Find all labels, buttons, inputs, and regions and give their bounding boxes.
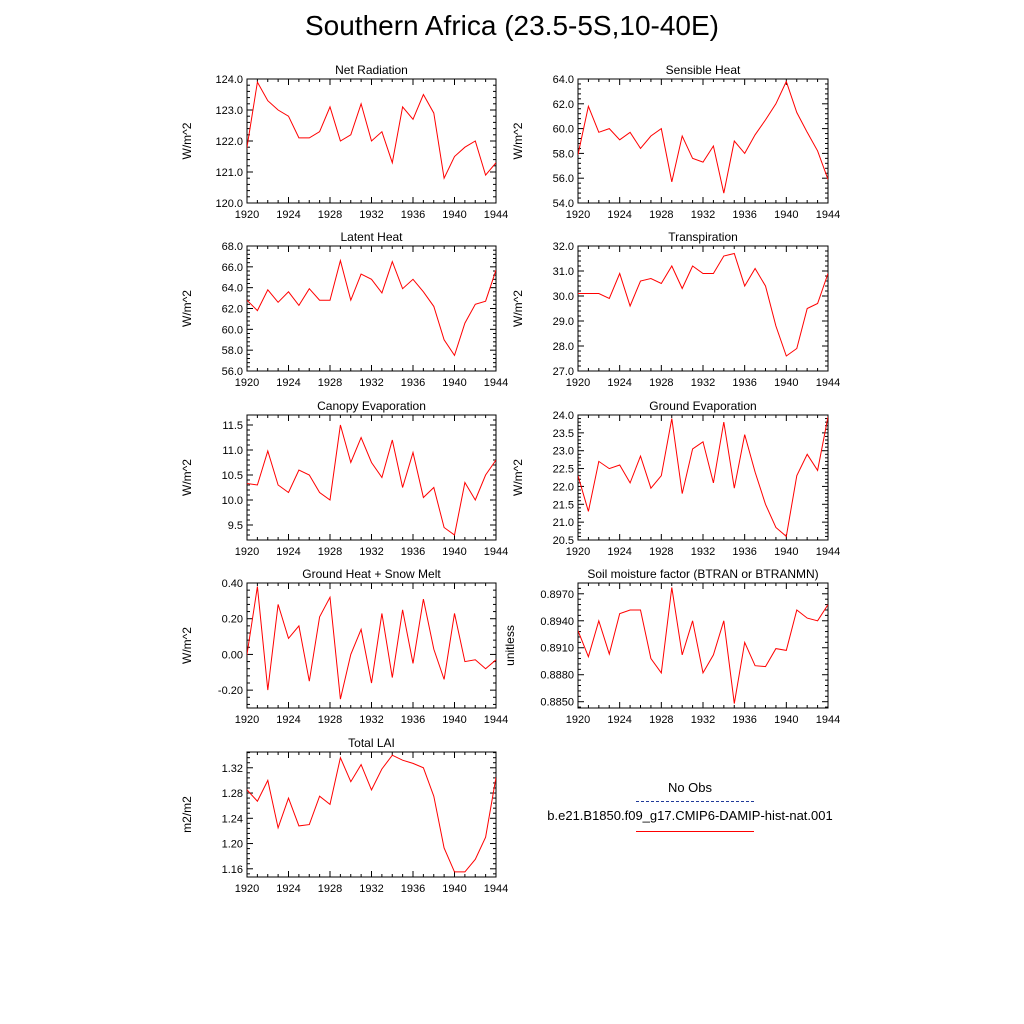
x-tick-label: 1936 — [732, 377, 757, 389]
x-tick-label: 1932 — [359, 714, 384, 726]
y-axis-label: W/m^2 — [180, 290, 194, 327]
y-tick-label: 11.0 — [222, 445, 243, 457]
x-tick-label: 1936 — [400, 209, 426, 221]
x-tick-label: 1928 — [317, 209, 343, 221]
y-axis-label: W/m^2 — [180, 122, 194, 160]
series-line — [578, 417, 828, 537]
y-tick-label: 68.0 — [221, 241, 243, 253]
x-tick-label: 1936 — [732, 714, 757, 726]
y-tick-label: 56.0 — [552, 173, 574, 186]
series-line — [578, 82, 828, 194]
chart-panel — [180, 230, 508, 389]
x-tick-label: 1928 — [649, 714, 674, 726]
y-tick-label: -0.20 — [217, 685, 243, 698]
chart-panel — [180, 736, 508, 895]
x-tick-label: 1944 — [815, 546, 841, 558]
x-tick-label: 1920 — [565, 209, 591, 221]
x-tick-label: 1944 — [483, 209, 509, 221]
y-tick-label: 20.5 — [552, 535, 574, 547]
y-axis-label: W/m^2 — [180, 459, 194, 496]
y-tick-label: 22.0 — [552, 481, 574, 494]
y-tick-label: 1.32 — [221, 762, 243, 775]
x-tick-label: 1924 — [276, 377, 301, 389]
x-tick-label: 1928 — [649, 209, 674, 221]
x-tick-label: 1940 — [774, 377, 799, 389]
plot-frame — [247, 246, 496, 371]
x-tick-label: 1932 — [359, 883, 384, 895]
x-tick-label: 1928 — [317, 546, 343, 558]
y-tick-label: 0.8970 — [540, 588, 574, 601]
plot-frame — [247, 415, 496, 540]
y-tick-label: 0.40 — [221, 578, 243, 590]
series-line — [237, 755, 496, 872]
page-title: Southern Africa (23.5-5S,10-40E) — [304, 10, 719, 41]
x-tick-label: 1944 — [815, 714, 841, 726]
x-tick-label: 1920 — [234, 883, 260, 895]
panel-title: Total LAI — [348, 736, 395, 750]
x-tick-label: 1940 — [774, 546, 799, 558]
y-tick-label: 62.0 — [552, 98, 574, 111]
y-tick-label: 21.0 — [552, 517, 574, 530]
x-tick-label: 1932 — [359, 546, 384, 558]
y-tick-label: 62.0 — [221, 303, 243, 316]
x-tick-label: 1924 — [276, 883, 301, 895]
x-tick-label: 1920 — [234, 377, 260, 389]
y-tick-label: 23.5 — [552, 427, 574, 440]
series-line — [237, 261, 496, 356]
y-tick-label: 10.0 — [221, 495, 243, 507]
x-tick-label: 1924 — [276, 546, 301, 558]
plot-frame — [578, 583, 828, 708]
chart-panel — [511, 63, 840, 221]
y-tick-label: 121.0 — [215, 167, 243, 179]
y-tick-label: 0.8850 — [540, 696, 574, 709]
x-tick-label: 1944 — [815, 377, 841, 389]
chart-panel — [180, 399, 508, 558]
y-tick-label: 1.16 — [221, 863, 243, 876]
legend-obs-label: No Obs — [667, 780, 713, 795]
panel-title: Soil moisture factor (BTRAN or BTRANMN) — [587, 567, 819, 581]
chart-panel — [511, 230, 840, 389]
y-tick-label: 22.5 — [552, 463, 574, 476]
x-tick-label: 1920 — [565, 714, 591, 726]
chart-panel — [511, 399, 840, 558]
x-tick-label: 1924 — [607, 377, 632, 389]
y-tick-label: 54.0 — [552, 198, 574, 210]
y-axis-label: unitless — [503, 625, 517, 666]
x-tick-label: 1940 — [442, 377, 467, 389]
x-tick-label: 1920 — [234, 209, 260, 221]
plot-frame — [247, 752, 496, 877]
x-tick-label: 1940 — [442, 883, 467, 895]
y-tick-label: 64.0 — [552, 74, 574, 86]
x-tick-label: 1924 — [607, 546, 632, 558]
y-tick-label: 1.28 — [221, 788, 243, 801]
series-line — [237, 587, 496, 700]
y-tick-label: 0.8910 — [540, 642, 574, 655]
x-tick-label: 1936 — [400, 546, 426, 558]
plot-frame — [578, 79, 828, 203]
y-axis-label: W/m^2 — [180, 627, 194, 664]
y-tick-label: 124.0 — [215, 74, 243, 86]
y-tick-label: 1.24 — [221, 813, 243, 826]
x-tick-label: 1944 — [815, 209, 841, 221]
y-tick-label: 27.0 — [552, 366, 574, 378]
y-tick-label: 28.0 — [552, 341, 574, 353]
panel-title: Net Radiation — [335, 63, 408, 77]
y-tick-label: 60.0 — [221, 324, 243, 337]
y-tick-label: 31.0 — [552, 266, 574, 278]
y-tick-label: 122.0 — [215, 136, 243, 148]
chart-panel — [180, 63, 508, 221]
y-tick-label: 56.0 — [221, 366, 243, 378]
legend-model-line — [636, 831, 754, 832]
series-line — [578, 588, 828, 704]
y-tick-label: 0.8940 — [540, 615, 574, 628]
y-tick-label: 66.0 — [221, 261, 243, 274]
y-tick-label: 0.20 — [221, 613, 243, 626]
y-tick-label: 0.8880 — [540, 669, 574, 682]
x-tick-label: 1944 — [483, 377, 509, 389]
y-tick-label: 23.0 — [552, 445, 574, 458]
x-tick-label: 1920 — [234, 546, 260, 558]
panel-title: Ground Heat + Snow Melt — [302, 567, 441, 581]
y-axis-label: m2/m2 — [180, 796, 194, 833]
x-tick-label: 1924 — [607, 714, 632, 726]
plot-frame — [578, 415, 828, 540]
y-tick-label: 32.0 — [552, 241, 574, 253]
series-line — [237, 425, 496, 535]
y-axis-label: W/m^2 — [511, 459, 525, 496]
panel-title: Latent Heat — [340, 230, 403, 244]
x-tick-label: 1936 — [400, 883, 426, 895]
x-tick-label: 1936 — [400, 714, 426, 726]
x-tick-label: 1924 — [276, 714, 301, 726]
x-tick-label: 1936 — [732, 209, 757, 221]
panel-title: Sensible Heat — [665, 63, 741, 77]
y-tick-label: 60.0 — [552, 123, 574, 136]
x-tick-label: 1936 — [732, 546, 757, 558]
x-tick-label: 1932 — [690, 714, 716, 726]
y-tick-label: 58.0 — [552, 148, 574, 161]
x-tick-label: 1940 — [442, 209, 467, 221]
x-tick-label: 1932 — [690, 377, 716, 389]
y-tick-label: 0.00 — [221, 649, 243, 662]
x-tick-label: 1928 — [649, 546, 674, 558]
y-tick-label: 21.5 — [552, 499, 574, 512]
x-tick-label: 1924 — [607, 209, 632, 221]
x-tick-label: 1936 — [400, 377, 426, 389]
y-tick-label: 11.5 — [222, 420, 243, 432]
series-line — [237, 82, 496, 194]
y-tick-label: 123.0 — [215, 105, 243, 117]
y-tick-label: 9.5 — [227, 520, 243, 532]
series-line — [578, 254, 828, 357]
x-tick-label: 1920 — [565, 546, 591, 558]
x-tick-label: 1944 — [483, 546, 509, 558]
x-tick-label: 1932 — [690, 209, 716, 221]
x-tick-label: 1932 — [359, 377, 384, 389]
plot-frame — [247, 583, 496, 708]
y-tick-label: 30.0 — [552, 291, 574, 303]
x-tick-label: 1920 — [565, 377, 591, 389]
y-tick-label: 120.0 — [215, 198, 243, 210]
x-tick-label: 1924 — [276, 209, 301, 221]
y-tick-label: 10.5 — [221, 470, 243, 482]
x-tick-label: 1932 — [690, 546, 716, 558]
x-tick-label: 1944 — [483, 714, 509, 726]
x-tick-label: 1920 — [234, 714, 260, 726]
chart-panel — [503, 567, 840, 726]
x-tick-label: 1928 — [317, 883, 343, 895]
y-tick-label: 58.0 — [221, 345, 243, 358]
x-tick-label: 1932 — [359, 209, 384, 221]
chart-panel — [180, 567, 508, 726]
y-tick-label: 29.0 — [552, 316, 574, 328]
plot-frame — [578, 246, 828, 371]
panel-title: Transpiration — [668, 230, 738, 244]
y-tick-label: 64.0 — [221, 282, 243, 295]
x-tick-label: 1940 — [774, 714, 799, 726]
x-tick-label: 1940 — [442, 714, 467, 726]
y-tick-label: 1.20 — [221, 838, 243, 851]
x-tick-label: 1928 — [317, 714, 343, 726]
legend-model-label: b.e21.B1850.f09_g17.CMIP6-DAMIP-hist-nat.001 — [547, 808, 833, 823]
panel-title: Ground Evaporation — [649, 399, 757, 413]
legend-obs-line — [636, 801, 754, 802]
panel-title: Canopy Evaporation — [317, 399, 426, 413]
x-tick-label: 1940 — [774, 209, 799, 221]
y-axis-label: W/m^2 — [511, 122, 525, 160]
x-tick-label: 1928 — [649, 377, 674, 389]
x-tick-label: 1944 — [483, 883, 509, 895]
x-tick-label: 1940 — [442, 546, 467, 558]
y-axis-label: W/m^2 — [511, 290, 525, 327]
x-tick-label: 1928 — [317, 377, 343, 389]
y-tick-label: 24.0 — [552, 410, 574, 422]
